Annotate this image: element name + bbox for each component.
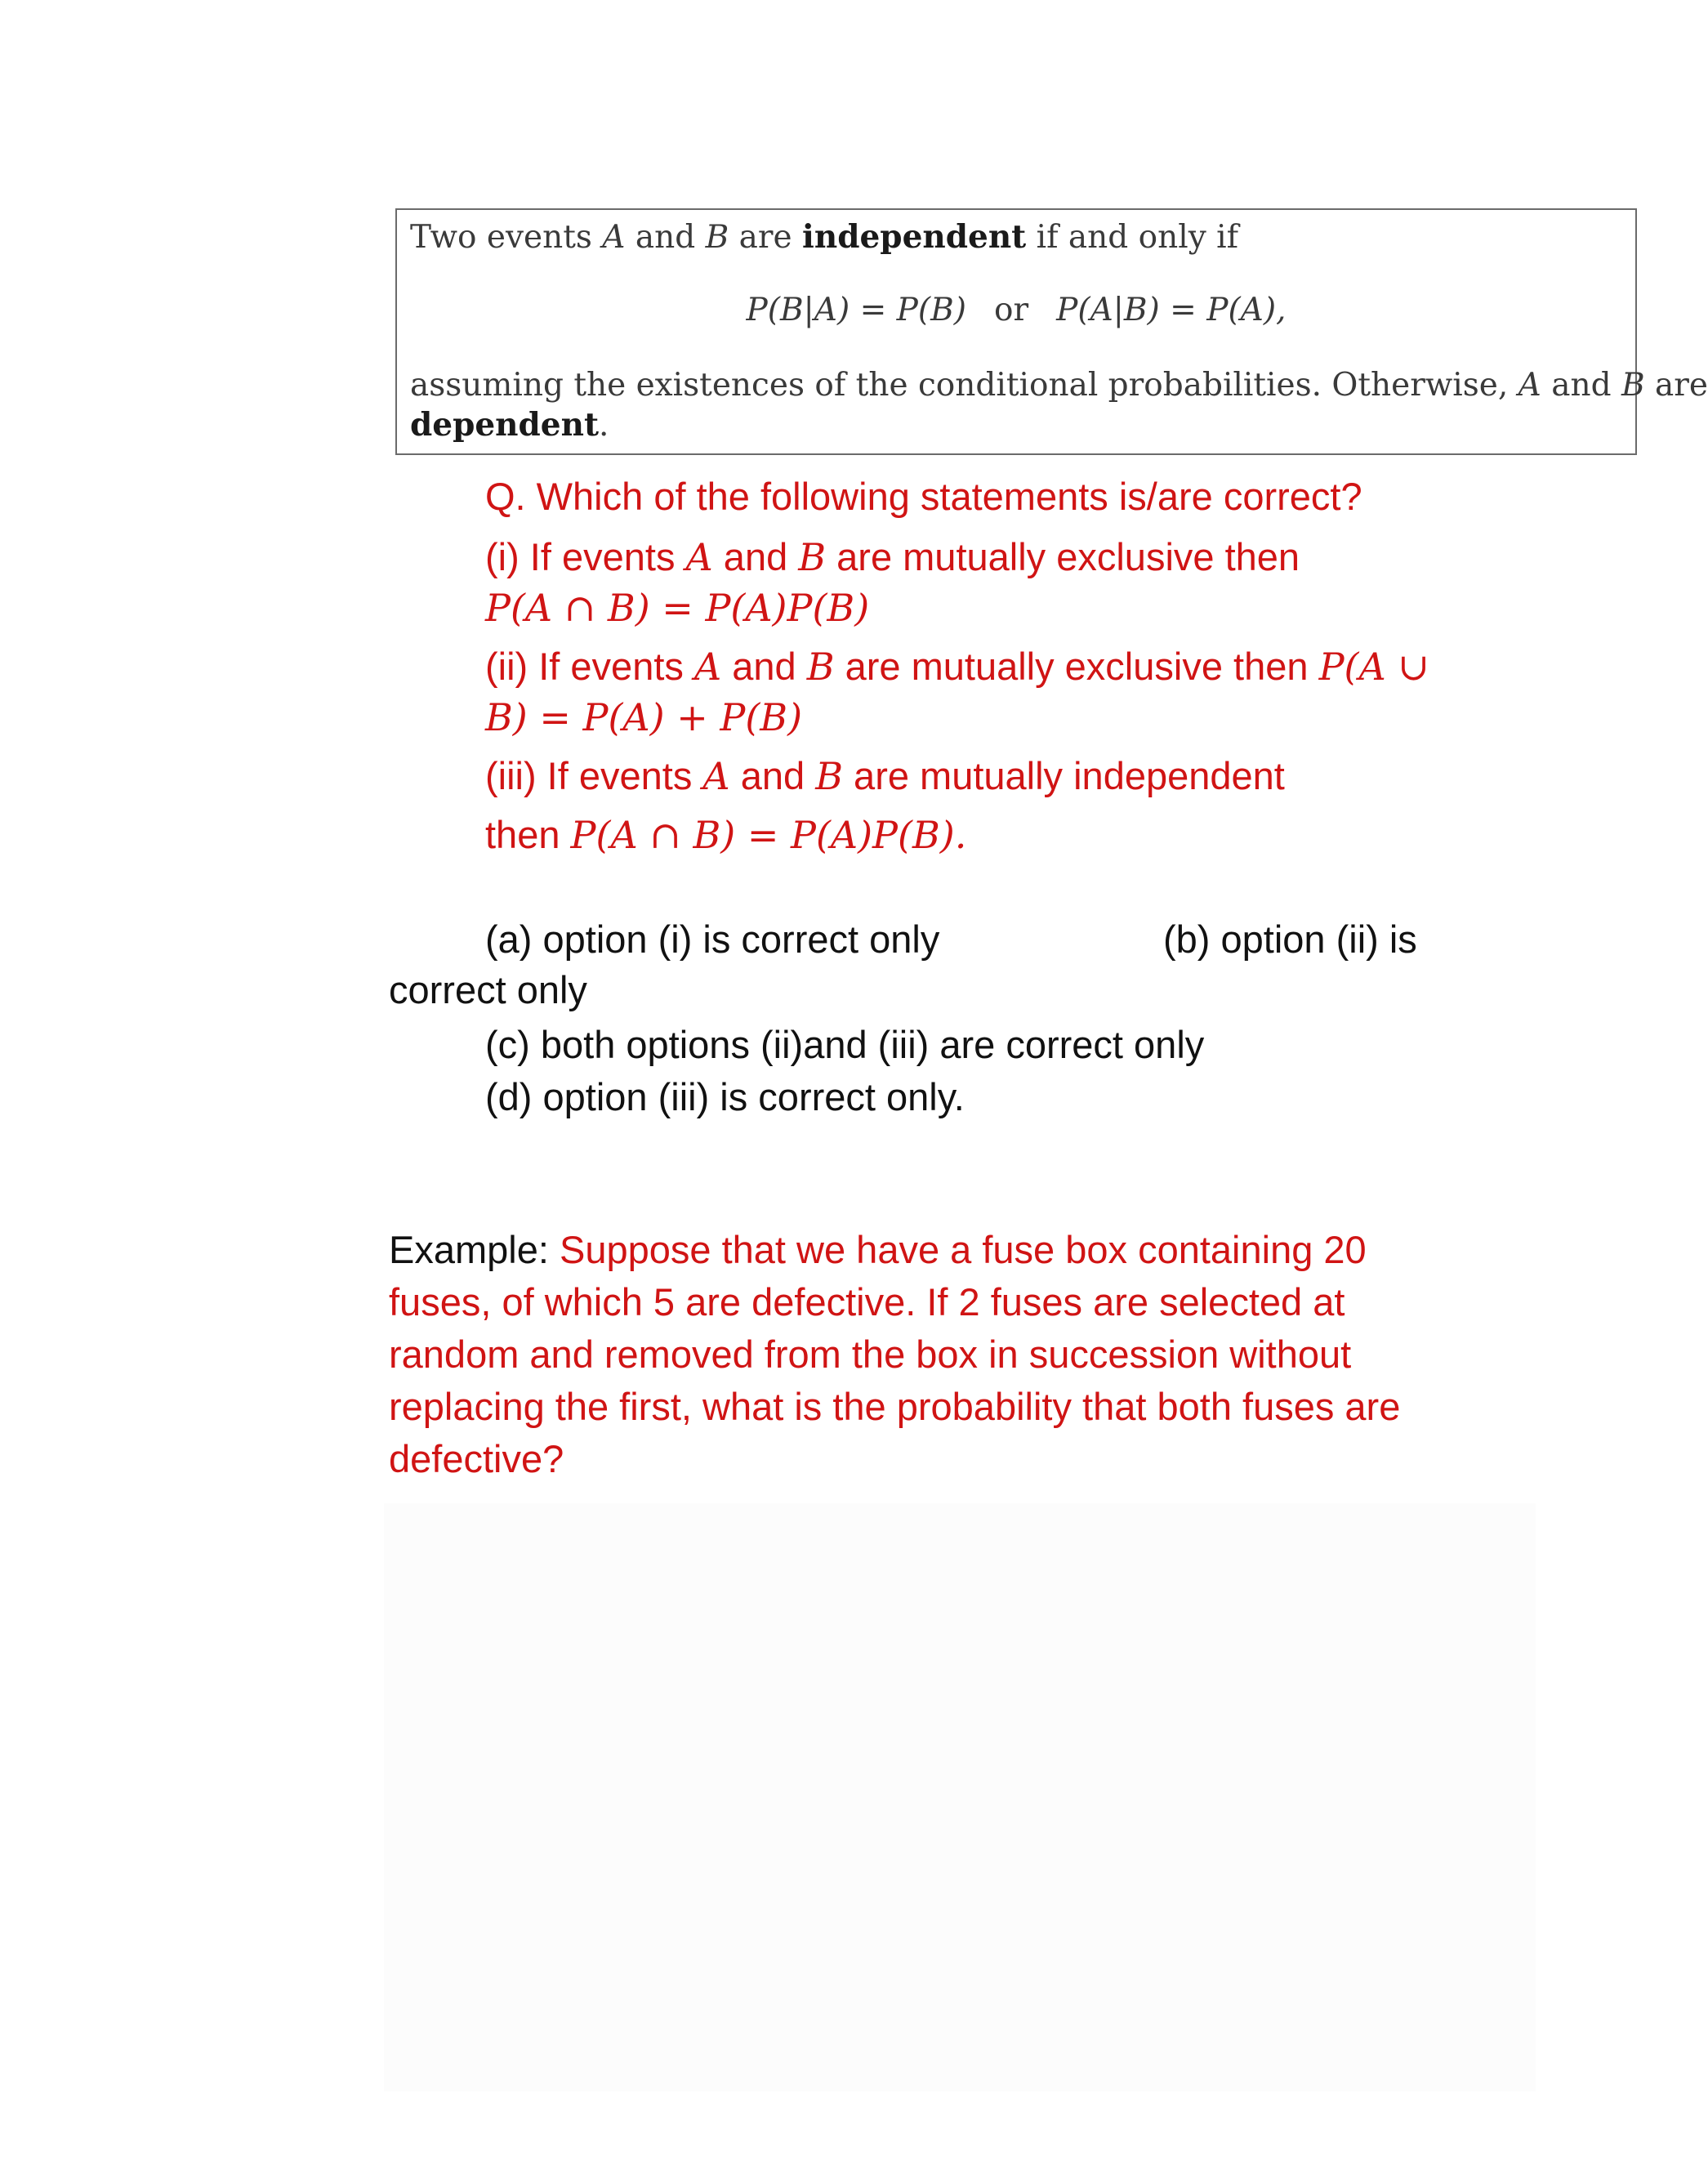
var-b: B <box>705 219 729 256</box>
var-b: B <box>798 535 827 579</box>
definition-line-4 <box>410 406 609 444</box>
definition-text: are <box>729 219 803 256</box>
statement-text: and <box>721 645 807 688</box>
page-shading <box>384 1503 1536 2091</box>
question-prompt: Q. Which of the following statements is/are correct? <box>485 475 1362 518</box>
var-a: A <box>1518 367 1541 404</box>
var-a: A <box>602 219 626 256</box>
independent-term: independent <box>802 218 1027 256</box>
statement-3 <box>485 752 1285 801</box>
statement-3-line-2 <box>485 810 966 859</box>
equation-left: P(B|A) = P(B) <box>746 292 966 328</box>
statement-2 <box>485 642 1429 691</box>
option-b-continued: correct only <box>389 968 587 1011</box>
var-b: B <box>806 645 835 689</box>
statement-text: are mutually independent <box>843 754 1285 797</box>
statement-2-formula-part2: B) = P(A) + P(B) <box>485 695 803 739</box>
statement-text: (ii) If events <box>485 645 694 688</box>
example-line-3: random and removed from the box in succession without <box>389 1332 1352 1376</box>
example-label: Example: <box>389 1228 560 1271</box>
definition-text: Two events <box>410 219 603 256</box>
definition-text: . <box>598 407 609 444</box>
definition-line-1 <box>410 218 1238 256</box>
definition-text: are <box>1644 367 1708 404</box>
definition-text: and <box>1541 367 1621 404</box>
var-a: A <box>693 645 722 689</box>
definition-line-3 <box>410 367 1708 404</box>
definition-box <box>395 208 1708 455</box>
definition-text: assuming the existences of the conditional probabilities. Otherwise, <box>410 367 1518 404</box>
example-line-2: fuses, of which 5 are defective. If 2 fuses are selected at <box>389 1280 1345 1324</box>
option-c: (c) both options (ii)and (iii) are correct only <box>485 1023 1205 1066</box>
var-b: B <box>1621 367 1645 404</box>
option-b: (b) option (ii) is <box>1163 917 1417 961</box>
statement-1-formula: P(A ∩ B) = P(A)P(B) <box>485 586 870 630</box>
statement-text: and <box>729 754 816 797</box>
definition-text: and <box>625 219 706 256</box>
option-a: (a) option (i) is correct only <box>485 917 940 961</box>
statement-text: (i) If events <box>485 535 686 578</box>
definition-equation <box>397 292 1635 328</box>
statement-text: (iii) If events <box>485 754 703 797</box>
example-text: Suppose that we have a fuse box containing 20 <box>559 1228 1367 1271</box>
dependent-term: dependent <box>410 406 599 444</box>
statement-text: and <box>712 535 799 578</box>
statement-text: are mutually exclusive then <box>826 535 1300 578</box>
example-line-5: defective? <box>389 1437 564 1480</box>
statement-text: are mutually exclusive then <box>834 645 1319 688</box>
statement-3-formula: P(A ∩ B) = P(A)P(B). <box>570 813 967 857</box>
definition-text: if and only if <box>1026 219 1239 256</box>
var-a: A <box>685 535 713 579</box>
var-b: B <box>815 754 843 798</box>
example-line-4: replacing the first, what is the probability that both fuses are <box>389 1385 1401 1428</box>
equation-right: P(A|B) = P(A), <box>1056 292 1287 328</box>
var-a: A <box>702 754 730 798</box>
statement-2-formula-part1: P(A ∪ <box>1318 645 1429 689</box>
equation-or: or <box>993 292 1029 328</box>
statement-1 <box>485 533 1300 582</box>
option-d: (d) option (iii) is correct only. <box>485 1075 965 1118</box>
example-line-1 <box>389 1225 1367 1274</box>
statement-text: then <box>485 813 571 856</box>
